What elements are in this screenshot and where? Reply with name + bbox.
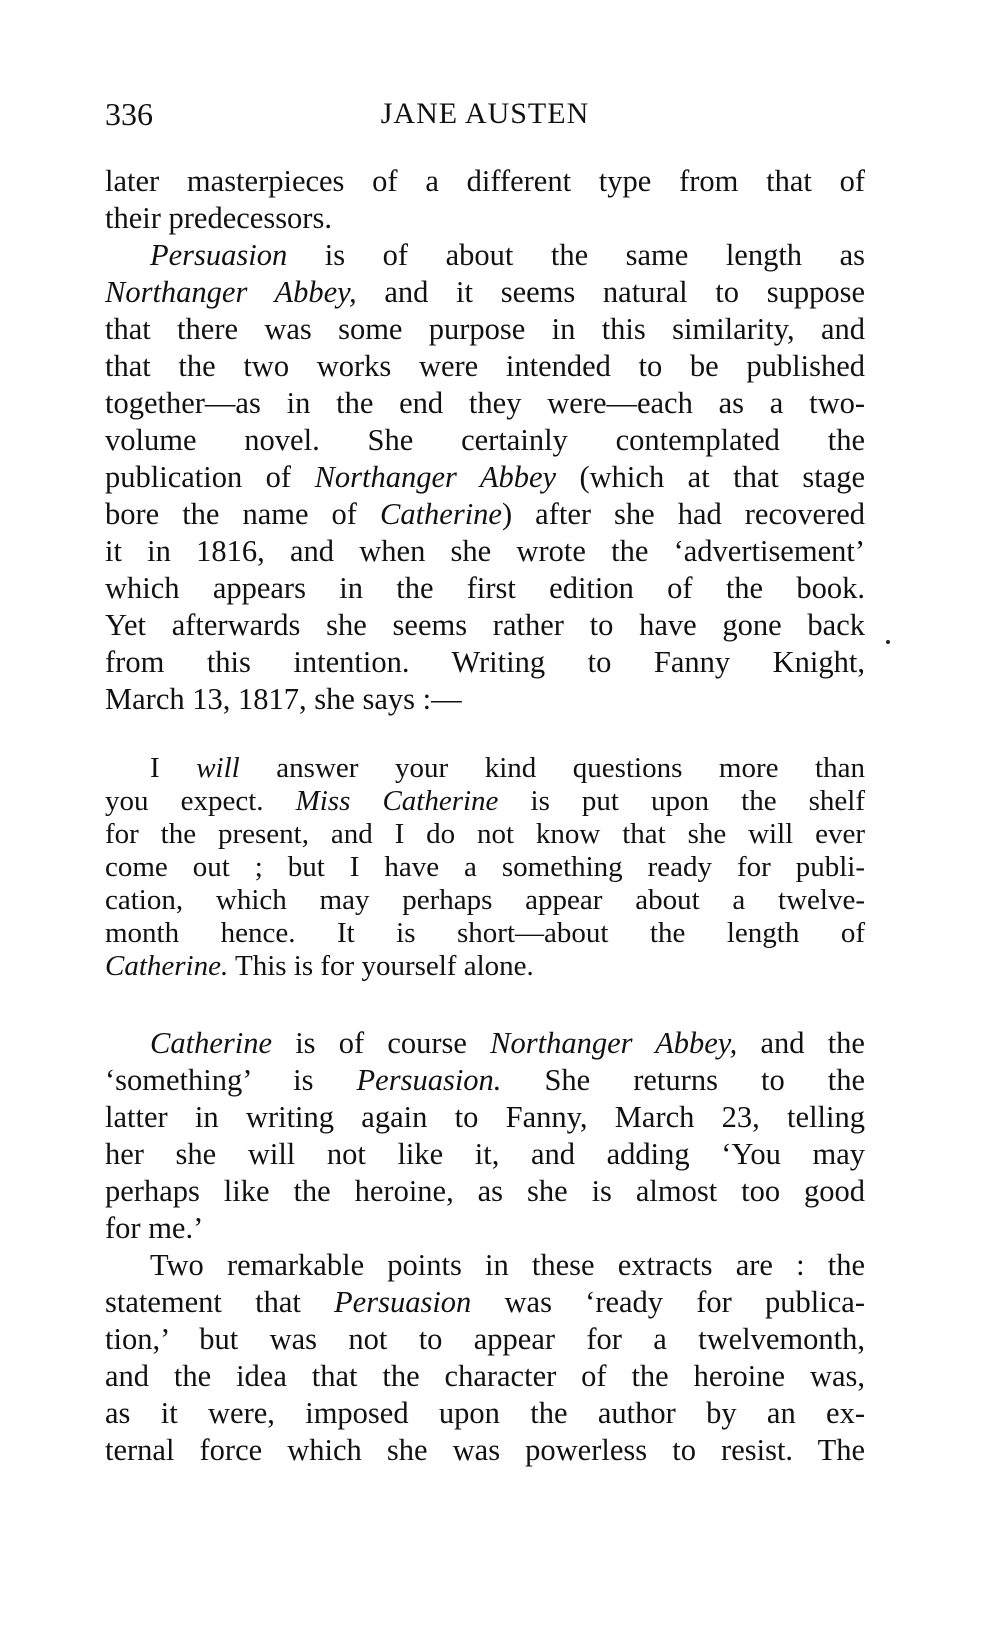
text-span: was ‘ready for publica- [471,1285,865,1319]
text-line [105,1061,865,1099]
text-span: She returns to the [501,1063,865,1097]
text-line: latter in writing again to Fanny, March 23, telling [105,1100,865,1134]
text-line: together—as in the end they were—each as a two- [105,386,865,420]
text-line: later masterpieces of a different type from that of [105,164,865,198]
text-span: ) after she had recovered [501,497,865,531]
italic-title: Persuasion [334,1285,472,1319]
page-header [105,92,865,136]
text-line: that there was some purpose in this similarity, and [105,312,865,346]
text-line: month hence. It is short—about the length of [105,917,865,949]
text-line: for the present, and I do not know that she will ever [105,818,865,850]
text-span: publication of [105,460,315,494]
text-span: This is for yourself alone. [228,950,534,982]
text-line: that the two works were intended to be published [105,349,865,383]
italic-title: Catherine. [105,950,229,982]
text-span: answer your kind questions more than [239,752,865,784]
stray-ink-mark [886,640,890,644]
text-line: perhaps like the heroine, as she is almost too good [105,1174,865,1208]
text-line: for me.’ [105,1211,204,1245]
running-head: JANE AUSTEN [380,97,590,130]
text-span: statement that [105,1285,335,1319]
text-line: as it were, imposed upon the author by an ex- [105,1396,865,1430]
text-span: and the [737,1026,865,1060]
text-line [105,273,865,311]
text-line: their predecessors. [105,201,332,235]
italic-title: Northanger Abbey [314,460,557,494]
text-span: and it seems natural to suppose [356,275,865,309]
italic-title: Catherine [150,1026,272,1060]
italic-title: Persuasion [150,238,288,272]
text-span: is of course [272,1026,491,1060]
text-line: and the idea that the character of the heroine was, [105,1359,865,1393]
italic-title: Catherine [379,497,502,531]
text-span: you expect. [105,785,296,817]
italic-title: Miss Catherine [295,785,499,817]
text-line [150,1024,865,1062]
text-span: (which at that stage [556,460,865,494]
text-line: it in 1816, and when she wrote the ‘advertisement’ [105,534,865,568]
italic-emphasis: will [196,752,240,784]
text-line [105,1283,865,1321]
text-line: come out ; but I have a something ready for publi- [105,851,865,883]
text-span: is put upon the shelf [498,785,866,817]
text-line [150,751,865,785]
text-span: is of about the same length as [287,238,865,272]
page-number: 336 [105,96,153,132]
text-line: her she will not like it, and adding ‘You may [105,1137,865,1171]
text-line [105,495,865,533]
text-line [105,949,865,983]
italic-title: Northanger Abbey, [490,1026,738,1060]
text-line: Yet afterwards she seems rather to have gone back [105,608,865,642]
text-span: ‘something’ is [105,1063,357,1097]
text-line: volume novel. She certainly contemplated the [105,423,865,457]
text-line [150,236,865,274]
text-span: bore the name of [105,497,380,531]
text-line [105,458,865,496]
text-line: cation, which may perhaps appear about a twelve- [105,884,865,916]
text-line: from this intention. Writing to Fanny Knight, [105,645,865,679]
text-line: March 13, 1817, she says :— [105,682,462,716]
text-line: tion,’ but was not to appear for a twelvemonth, [105,1322,865,1356]
italic-title: Northanger Abbey, [105,275,357,309]
text-span: I [150,752,197,784]
text-line [105,784,865,818]
text-line: Two remarkable points in these extracts are : the [150,1248,865,1282]
text-line: which appears in the first edition of the book. [105,571,865,605]
italic-title: Persuasion. [356,1063,502,1097]
text-line: ternal force which she was powerless to resist. The [105,1433,865,1467]
